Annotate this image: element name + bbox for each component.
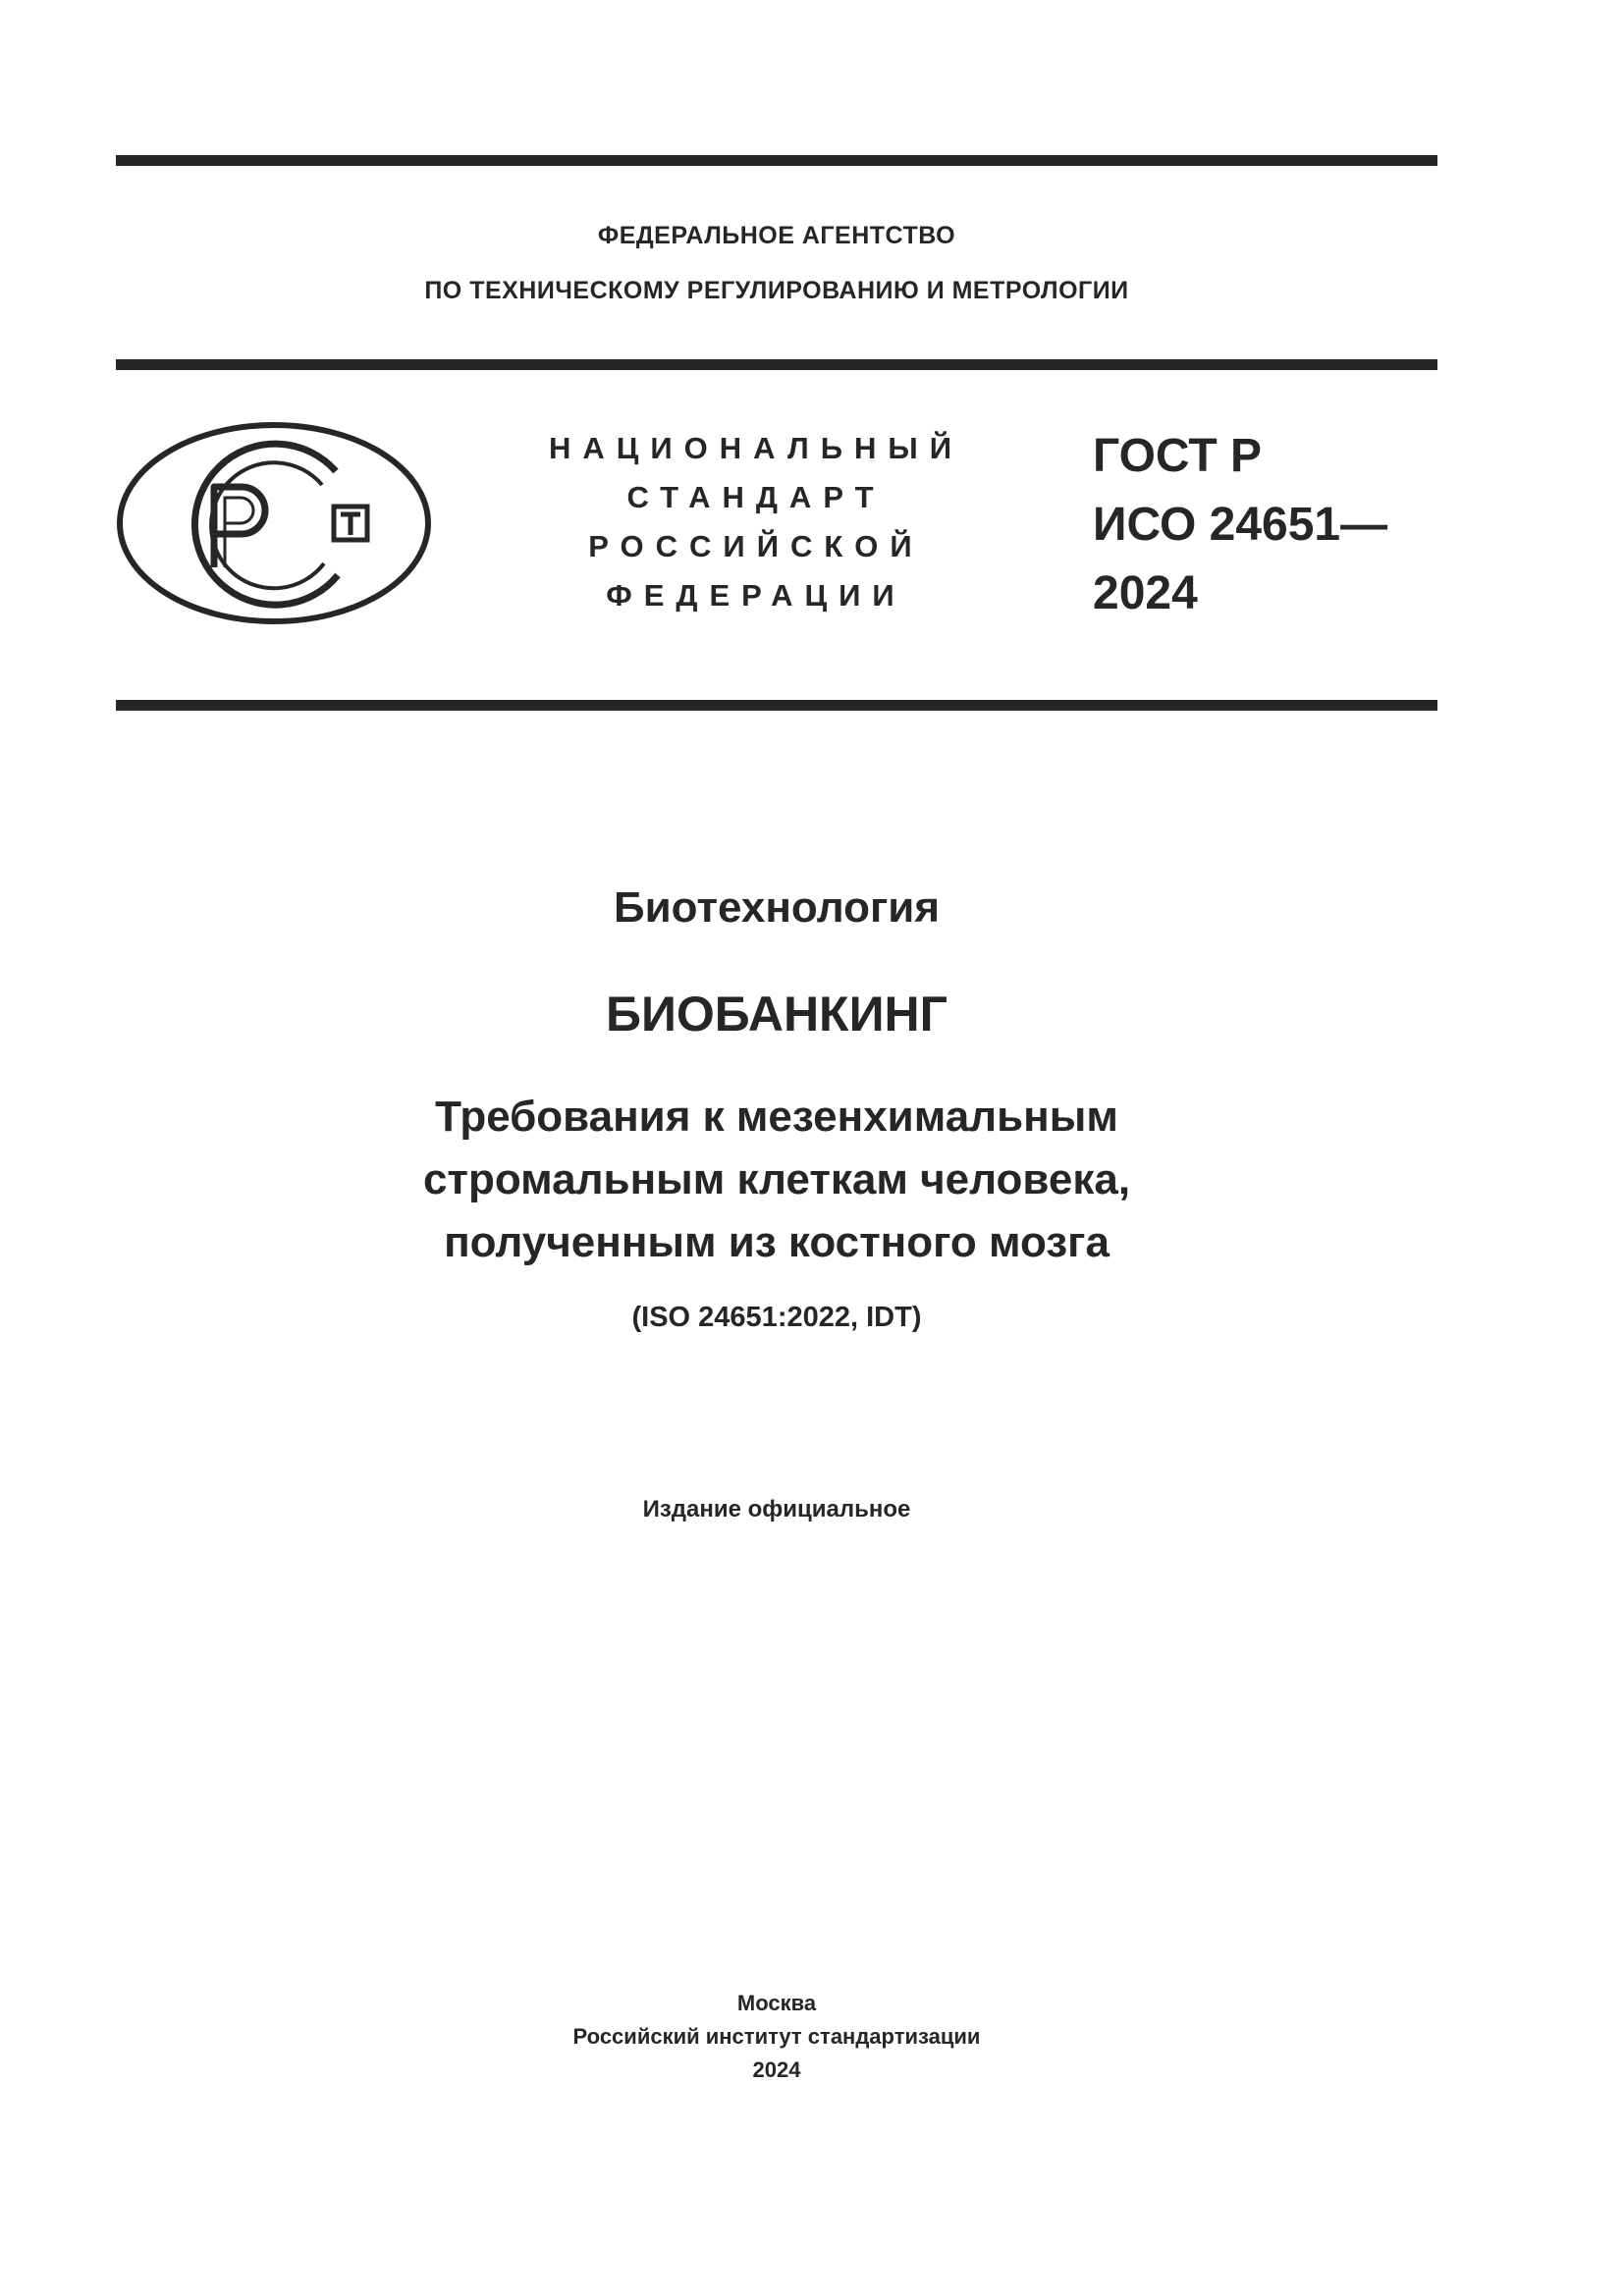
subtitle-line-3: полученным из костного мозга xyxy=(444,1218,1110,1266)
national-line-2: СТАНДАРТ xyxy=(626,480,886,514)
publisher-institute: Российский институт стандартизации xyxy=(572,2024,981,2049)
edition-label: Издание официальное xyxy=(642,1496,911,1522)
national-line-1: НАЦИОНАЛЬНЫЙ xyxy=(548,431,964,465)
national-standard-label xyxy=(530,424,982,620)
subtitle-line-2: стромальным клеткам человека, xyxy=(422,1155,1131,1203)
header-rule xyxy=(116,359,1437,370)
publisher-year: 2024 xyxy=(752,2057,801,2082)
subtitle-line-1: Требования к мезенхимальным xyxy=(435,1093,1118,1141)
designation-line-2: ИСО 24651— xyxy=(1093,499,1388,551)
top-rule xyxy=(116,155,1437,166)
iso-reference: (ISO 24651:2022, IDT) xyxy=(631,1302,922,1333)
designation-line-1: ГОСТ Р xyxy=(1093,430,1263,482)
document-subtitle xyxy=(116,1086,1437,1274)
national-line-4: ФЕДЕРАЦИИ xyxy=(606,578,906,613)
agency-name-line-2: ПО ТЕХНИЧЕСКОМУ РЕГУЛИРОВАНИЮ И МЕТРОЛОГИИ xyxy=(424,277,1129,304)
standard-designation xyxy=(1093,422,1436,628)
national-line-3: РОССИЙСКОЙ xyxy=(588,529,924,563)
document-field: Биотехнология xyxy=(613,883,941,932)
title-block-rule xyxy=(116,700,1437,711)
agency-name-line-1: ФЕДЕРАЛЬНОЕ АГЕНТСТВО xyxy=(597,222,956,249)
publisher-block xyxy=(116,1987,1437,2087)
designation-line-3: 2024 xyxy=(1093,567,1198,619)
document-main-title: БИОБАНКИНГ xyxy=(606,987,947,1041)
publisher-city: Москва xyxy=(736,1991,817,2015)
rst-certification-mark-icon xyxy=(116,420,432,626)
